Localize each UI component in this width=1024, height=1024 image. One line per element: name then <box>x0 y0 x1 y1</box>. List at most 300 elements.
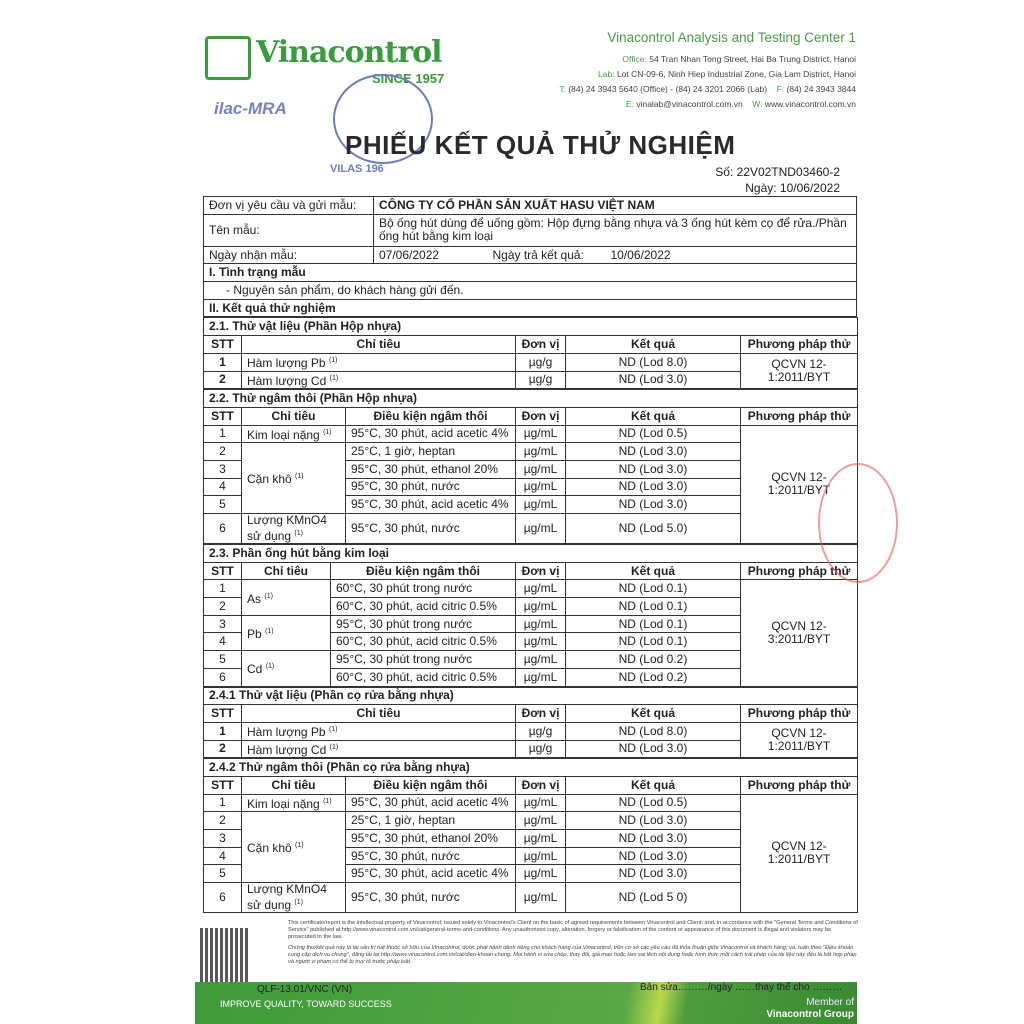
cell-text: Hàm lượng Cd <box>247 373 327 388</box>
table-cell <box>516 353 566 371</box>
table-cell <box>242 722 516 740</box>
table-cell <box>242 443 346 514</box>
column-header: Chỉ tiêu <box>242 562 331 580</box>
cell-text: ND (Lod 3.0) <box>618 372 688 387</box>
cell-text: µg/mL <box>523 813 558 828</box>
cell-text: µg/g <box>528 354 553 369</box>
cell-text: ND (Lod 0.1) <box>618 581 688 596</box>
revision-text: Bản sửa………/ngày ……thay thế cho ……… <box>640 982 843 993</box>
table-cell <box>516 443 566 461</box>
table-cell <box>346 865 516 883</box>
column-header: Phương pháp thử <box>741 336 858 354</box>
cell-text: 6 <box>219 521 226 535</box>
table-cell <box>242 615 331 650</box>
table-cell <box>204 514 242 544</box>
scales-logo-icon <box>205 36 251 80</box>
table-cell <box>346 496 516 514</box>
table-cell <box>204 478 242 496</box>
cell-text: ND (Lod 3.0) <box>618 830 688 845</box>
table-cell <box>204 496 242 514</box>
cell-text: ND (Lod 3.0) <box>618 497 688 512</box>
table-cell <box>204 425 242 443</box>
cell-text: µg/g <box>528 372 553 387</box>
cell-text: µg/mL <box>523 581 558 596</box>
cell-text: 2 <box>219 741 226 756</box>
footnote-marker: (1) <box>329 374 339 382</box>
table-cell <box>331 633 516 651</box>
table-cell <box>516 651 566 669</box>
footnote-marker: (1) <box>328 726 338 734</box>
table-cell <box>566 425 741 443</box>
table-cell <box>566 598 741 616</box>
received-label: Ngày nhận mẫu: <box>204 246 374 264</box>
cell-text: µg/mL <box>523 830 558 845</box>
cell-text: ND (Lod 8.0) <box>618 723 688 738</box>
cell-text: ND (Lod 3.0) <box>618 741 688 756</box>
cell-text: Cặn khô <box>247 841 292 856</box>
info-table <box>203 196 857 317</box>
cell-text: 4 <box>219 479 226 494</box>
cell-text: 95°C, 30 phút, acid acetic 4% <box>351 426 509 441</box>
table-cell <box>242 812 346 883</box>
table-cell <box>516 633 566 651</box>
office-address: 54 Tran Nhan Tong Street, Hai Ba Trung District, Hanoi <box>649 54 856 64</box>
cell-text: µg/mL <box>523 866 558 881</box>
cell-text: 2 <box>219 444 226 459</box>
returned-label: Ngày trả kết quả: <box>488 246 606 264</box>
table-cell <box>204 847 242 865</box>
cell-text: µg/mL <box>523 598 558 613</box>
cell-text: µg/mL <box>523 848 558 863</box>
table-cell <box>331 580 516 598</box>
column-header: Điều kiện ngâm thôi <box>346 776 516 794</box>
section-title: 2.3. Phần ống hút bằng kim loại <box>204 545 858 563</box>
cell-text: ND (Lod 3.0) <box>618 848 688 863</box>
table-cell <box>516 794 566 812</box>
table-cell <box>204 598 242 616</box>
requester-value: CÔNG TY CỔ PHẦN SẢN XUẤT HASU VIỆT NAM <box>374 197 857 215</box>
cell-text: 4 <box>219 848 226 863</box>
column-header: Chỉ tiêu <box>242 336 516 354</box>
cell-text: ND (Lod 3.0) <box>618 461 688 476</box>
qr-code-icon <box>200 928 250 983</box>
cell-text: 95°C, 30 phút, nước <box>351 848 460 863</box>
sample-value: Bộ ống hút dùng để uống gồm: Hộp đựng bằng nhựa và 3 ống hút kèm cọ để rửa./Phần ống hút bằng kim loại <box>374 214 857 246</box>
document-number: Số: 22V02TND03460-2 <box>715 165 840 179</box>
cell-text: 1 <box>219 426 226 441</box>
lab-name: Vinacontrol Analysis and Testing Center 1 <box>607 30 856 45</box>
cell-text: 95°C, 30 phút, acid acetic 4% <box>351 497 509 512</box>
table-cell <box>242 514 346 544</box>
table-cell <box>242 651 331 686</box>
table-cell <box>566 514 741 544</box>
cell-text: ND (Lod 0.1) <box>618 634 688 649</box>
cell-text: 95°C, 30 phút, acid acetic 4% <box>351 795 509 810</box>
table-cell <box>204 633 242 651</box>
cell-text: µg/mL <box>523 890 558 905</box>
column-header: Kết quả <box>566 705 741 723</box>
cell-text: µg/mL <box>523 461 558 476</box>
column-header: Chỉ tiêu <box>242 407 346 425</box>
website: www.vinacontrol.com.vn <box>764 99 856 109</box>
table-cell <box>516 371 566 389</box>
cell-text: 1 <box>219 581 226 596</box>
document-title: PHIẾU KẾT QUẢ THỬ NGHIỆM <box>345 130 736 160</box>
table-cell <box>204 651 242 669</box>
table-cell <box>566 865 741 883</box>
office-label: Office: <box>622 54 647 64</box>
column-header: Đơn vị <box>516 705 566 723</box>
footnote-marker: (1) <box>329 743 339 751</box>
table-cell <box>346 425 516 443</box>
table-cell <box>566 615 741 633</box>
table-cell <box>204 580 242 598</box>
table-cell <box>204 460 242 478</box>
cell-text: 25°C, 1 giờ, heptan <box>351 813 456 828</box>
table-row <box>204 794 858 812</box>
table-cell <box>516 865 566 883</box>
cell-text: ND (Lod 3.0) <box>618 866 688 881</box>
table-cell <box>566 580 741 598</box>
table-cell <box>516 460 566 478</box>
footnote-marker: (1) <box>323 797 332 805</box>
cell-text: QCVN 12-3:2011/BYT <box>767 618 831 646</box>
cell-text: 25°C, 1 giờ, heptan <box>351 444 456 459</box>
cell-text: µg/mL <box>523 497 558 512</box>
group-name: Vinacontrol Group <box>766 1009 854 1020</box>
cell-text: 5 <box>219 866 226 881</box>
table-cell <box>242 740 516 758</box>
table-cell <box>516 514 566 544</box>
cell-text: ND (Lod 0.2) <box>618 669 688 684</box>
column-header: Kết quả <box>566 776 741 794</box>
footnote-marker: (1) <box>294 899 303 907</box>
column-header: STT <box>204 407 242 425</box>
section-title: 2.4.2 Thử ngâm thôi (Phần cọ rửa bằng nhựa) <box>204 759 858 777</box>
table-cell <box>566 478 741 496</box>
table-cell <box>741 722 858 757</box>
cell-text: µg/mL <box>523 479 558 494</box>
returned-date: 10/06/2022 <box>606 246 857 264</box>
cell-text: µg/mL <box>523 795 558 810</box>
cell-text: ND (Lod 0.2) <box>618 651 688 666</box>
column-header: Đơn vị <box>516 776 566 794</box>
table-cell <box>346 514 516 544</box>
cell-text: ND (Lod 0.1) <box>618 598 688 613</box>
table-cell <box>242 425 346 443</box>
table-cell <box>346 883 516 913</box>
cell-text: QCVN 12-1:2011/BYT <box>767 726 831 754</box>
table-cell <box>516 740 566 758</box>
email-label: E: <box>625 99 634 109</box>
fax-label: F: <box>776 84 785 94</box>
cell-text: Kim loại nặng <box>247 796 320 811</box>
footnote-marker: (1) <box>295 473 304 481</box>
cell-text: QCVN 12-1:2011/BYT <box>767 470 831 498</box>
cell-text: 60°C, 30 phút, acid citric 0.5% <box>336 634 497 649</box>
table-cell <box>516 580 566 598</box>
cell-text: ND (Lod 8.0) <box>618 354 688 369</box>
cell-text: ND (Lod 0.5) <box>618 426 688 441</box>
table-cell <box>566 794 741 812</box>
sample-label: Tên mẫu: <box>204 214 374 246</box>
cell-text: µg/mL <box>523 521 558 535</box>
table-cell <box>516 830 566 848</box>
cell-text: 2 <box>219 813 226 828</box>
table-cell <box>242 883 346 913</box>
table-cell <box>204 615 242 633</box>
section-table <box>203 317 858 389</box>
lab-contact <box>559 30 856 112</box>
column-header: Phương pháp thử <box>741 776 858 794</box>
column-header: STT <box>204 336 242 354</box>
table-cell <box>204 830 242 848</box>
cell-text: µg/g <box>528 723 553 738</box>
table-cell <box>741 794 858 912</box>
legal-notice-en: This certificate/report is the intellectual property of Vinacontrol; issued solely to Vinacontrol's Client on the basic of agreed requirements between Vinacontrol and Client; and, in accordance with the "General Terms and Conditions of Service" published at http://www.vinacontrol.com.vn/cat/general-terms-and-conditions. Any unauthorized copy, alteration, forgery or falsification of the content or appearance of this document is illegal and violators may be prosecuted to the law. <box>288 920 858 940</box>
table-cell <box>242 353 516 371</box>
column-header: Phương pháp thử <box>741 705 858 723</box>
table-cell <box>204 740 242 758</box>
table-row <box>204 722 858 740</box>
column-header: Đơn vị <box>516 407 566 425</box>
table-cell <box>204 353 242 371</box>
table-cell <box>566 651 741 669</box>
email: vinalab@vinacontrol.com.vn <box>636 99 743 109</box>
cell-text: ND (Lod 3.0) <box>618 479 688 494</box>
column-header: Đơn vị <box>516 562 566 580</box>
cell-text: 95°C, 30 phút, nước <box>351 890 460 905</box>
cell-text: Hàm lượng Pb <box>247 725 326 740</box>
section-table <box>203 758 858 913</box>
status-text: - Nguyên sản phẩm, do khách hàng gửi đến. <box>204 282 857 300</box>
cell-text: 95°C, 30 phút, nước <box>351 521 460 535</box>
cell-text: As <box>247 591 262 606</box>
section-title: 2.4.1 Thử vật liệu (Phần cọ rửa bằng nhựa) <box>204 687 858 705</box>
cell-text: ND (Lod 5.0) <box>618 521 688 535</box>
cell-text: 60°C, 30 phút trong nước <box>336 581 473 596</box>
column-header: Kết quả <box>566 336 741 354</box>
cell-text: 95°C, 30 phút trong nước <box>336 616 473 631</box>
cell-text: 2 <box>219 372 226 387</box>
table-cell <box>516 478 566 496</box>
cell-text: 1 <box>219 723 226 738</box>
result-sections <box>203 317 857 913</box>
table-cell <box>566 496 741 514</box>
cell-text: 1 <box>219 795 226 810</box>
lab-label: Lab: <box>598 69 615 79</box>
table-cell <box>516 425 566 443</box>
table-cell <box>204 722 242 740</box>
column-header: Đơn vị <box>516 336 566 354</box>
phone: (84) 24 3943 5640 (Office) - (84) 24 3201 2066 (Lab) <box>568 84 768 94</box>
web-label: W: <box>752 99 763 109</box>
table-cell <box>331 615 516 633</box>
table-cell <box>516 615 566 633</box>
cell-text: Hàm lượng Cd <box>247 742 327 757</box>
table-cell <box>516 496 566 514</box>
cell-text: 60°C, 30 phút, acid citric 0.5% <box>336 598 497 613</box>
table-cell <box>204 668 242 686</box>
cell-text: µg/g <box>528 741 553 756</box>
section-table <box>203 389 858 544</box>
cell-text: 5 <box>219 497 226 512</box>
legal-notice-vi: Chứng thư/kết quả này là tài sản trí tuệ thuộc sở hữu của Vinacontrol, được phát hành dành riêng cho khách hàng của Vinacontrol, trên cơ sở các yêu cầu đã thỏa thuận giữa Vinacontrol và khách hàng; và, tuân theo "Điều khoản cung cấp dịch vụ chung", đăng tải tại http://www.vinacontrol.com.vn/cat/dieu-khoan-chung. Mọi hành vi sửa chép, thay đổi, giả mạo hoặc làm sai lệch nội dung hoặc hình thức một cách trái phép của tài liệu này đều là bất hợp pháp và người vi phạm có thể bị truy tố trước pháp luật. <box>288 945 857 965</box>
table-cell <box>346 847 516 865</box>
status-heading: I. Tình trạng mẫu <box>204 264 857 282</box>
column-header: Chỉ tiêu <box>242 776 346 794</box>
table-cell <box>242 371 516 389</box>
table-cell <box>516 598 566 616</box>
cell-text: Pb <box>247 626 262 641</box>
cell-text: Cặn khô <box>247 472 292 487</box>
table-cell <box>346 460 516 478</box>
cell-text: µg/mL <box>523 444 558 459</box>
cell-text: 95°C, 30 phút, nước <box>351 479 460 494</box>
results-document <box>203 196 857 913</box>
table-cell <box>516 847 566 865</box>
table-cell <box>566 722 741 740</box>
column-header: STT <box>204 705 242 723</box>
cell-text: 5 <box>219 651 226 666</box>
table-cell <box>346 443 516 461</box>
cell-text: QCVN 12-1:2011/BYT <box>767 839 831 867</box>
column-header: Kết quả <box>566 562 741 580</box>
cell-text: 6 <box>219 669 226 684</box>
footnote-marker: (1) <box>323 428 332 436</box>
results-heading: II. Kết quả thử nghiệm <box>204 299 857 317</box>
cell-text: ND (Lod 0.1) <box>618 616 688 631</box>
cell-text: 6 <box>219 890 226 905</box>
table-cell <box>566 460 741 478</box>
table-cell <box>566 443 741 461</box>
document-date: Ngày: 10/06/2022 <box>745 181 840 195</box>
table-cell <box>204 371 242 389</box>
table-cell <box>204 865 242 883</box>
table-row <box>204 580 858 598</box>
table-cell <box>566 830 741 848</box>
member-of: Member of <box>806 997 854 1008</box>
section-title: 2.1. Thử vật liệu (Phần Hộp nhựa) <box>204 318 858 336</box>
section-table <box>203 687 858 759</box>
cell-text: Kim loại nặng <box>247 427 320 442</box>
cell-text: Cd <box>247 662 263 677</box>
cell-text: 1 <box>219 354 226 369</box>
table-cell <box>741 580 858 686</box>
column-header: Kết quả <box>566 407 741 425</box>
column-header: Phương pháp thử <box>741 562 858 580</box>
table-cell <box>741 353 858 388</box>
table-cell <box>566 740 741 758</box>
table-row <box>204 425 858 443</box>
cell-text: µg/mL <box>523 651 558 666</box>
cell-text: µg/mL <box>523 669 558 684</box>
table-cell <box>516 722 566 740</box>
table-cell <box>331 651 516 669</box>
requester-label: Đơn vị yêu cầu và gửi mẫu: <box>204 197 374 215</box>
table-cell <box>346 478 516 496</box>
cell-text: Lượng KMnO4 sử dụng <box>247 882 327 913</box>
table-cell <box>566 847 741 865</box>
lab-address: Lot CN-09-6, Ninh Hiep Industrial Zone, Gia Lam District, Hanoi <box>616 69 856 79</box>
footnote-marker: (1) <box>265 663 275 671</box>
table-cell <box>516 883 566 913</box>
document-number-block <box>715 164 840 196</box>
table-cell <box>204 883 242 913</box>
table-row <box>204 353 858 371</box>
cell-text: 2 <box>219 598 226 613</box>
footnote-marker: (1) <box>294 530 303 537</box>
form-code: QLF-13.01/VNC (VN) <box>257 984 353 995</box>
cell-text: ND (Lod 3.0) <box>618 813 688 828</box>
fax: (84) 24 3943 3844 <box>786 84 856 94</box>
table-cell <box>346 830 516 848</box>
table-cell <box>566 668 741 686</box>
column-header: Phương pháp thử <box>741 407 858 425</box>
cell-text: 3 <box>219 830 226 845</box>
table-cell <box>204 812 242 830</box>
table-cell <box>331 668 516 686</box>
cell-text: 95°C, 30 phút, ethanol 20% <box>351 830 498 845</box>
cell-text: 4 <box>219 634 226 649</box>
table-cell <box>204 794 242 812</box>
since-text: SINCE 1957 <box>372 71 445 86</box>
column-header: STT <box>204 562 242 580</box>
ilac-mra-logo: ilac-MRA <box>214 99 287 118</box>
company-stamp-icon <box>818 463 898 583</box>
vilas-code: VILAS 196 <box>330 163 384 175</box>
slogan: IMPROVE QUALITY, TOWARD SUCCESS <box>220 999 392 1009</box>
cell-text: µg/mL <box>523 634 558 649</box>
cell-text: ND (Lod 3.0) <box>618 444 688 459</box>
column-header: STT <box>204 776 242 794</box>
table-cell <box>566 812 741 830</box>
column-header: Chỉ tiêu <box>242 705 516 723</box>
cell-text: QCVN 12-1:2011/BYT <box>767 357 831 384</box>
table-cell <box>346 794 516 812</box>
footnote-marker: (1) <box>328 357 338 365</box>
cell-text: 3 <box>219 461 226 476</box>
logo: Vinacontrol <box>256 35 442 70</box>
phone-label: T: <box>559 84 566 94</box>
cell-text: 95°C, 30 phút, ethanol 20% <box>351 461 498 476</box>
cell-text: ND (Lod 0.5) <box>618 795 688 810</box>
column-header: Điều kiện ngâm thôi <box>331 562 516 580</box>
cell-text: 60°C, 30 phút, acid citric 0.5% <box>336 669 497 684</box>
table-cell <box>242 794 346 812</box>
table-cell <box>516 812 566 830</box>
column-header: Điều kiện ngâm thôi <box>346 407 516 425</box>
table-cell <box>346 812 516 830</box>
cell-text: µg/mL <box>523 616 558 631</box>
table-cell <box>516 668 566 686</box>
table-cell <box>566 883 741 913</box>
footnote-marker: (1) <box>295 842 304 850</box>
cell-text: ND (Lod 5 0) <box>618 890 688 905</box>
table-cell <box>566 633 741 651</box>
section-title: 2.2. Thử ngâm thôi (Phần Hộp nhựa) <box>204 390 858 408</box>
section-table <box>203 544 858 687</box>
cell-text: 95°C, 30 phút trong nước <box>336 651 473 666</box>
footnote-marker: (1) <box>264 592 273 600</box>
table-cell <box>204 443 242 461</box>
received-date: 07/06/2022 <box>374 246 488 264</box>
table-cell <box>242 580 331 615</box>
cell-text: 95°C, 30 phút, acid acetic 4% <box>351 866 509 881</box>
footnote-marker: (1) <box>265 627 274 635</box>
member-block <box>766 997 854 1021</box>
cell-text: 3 <box>219 616 226 631</box>
